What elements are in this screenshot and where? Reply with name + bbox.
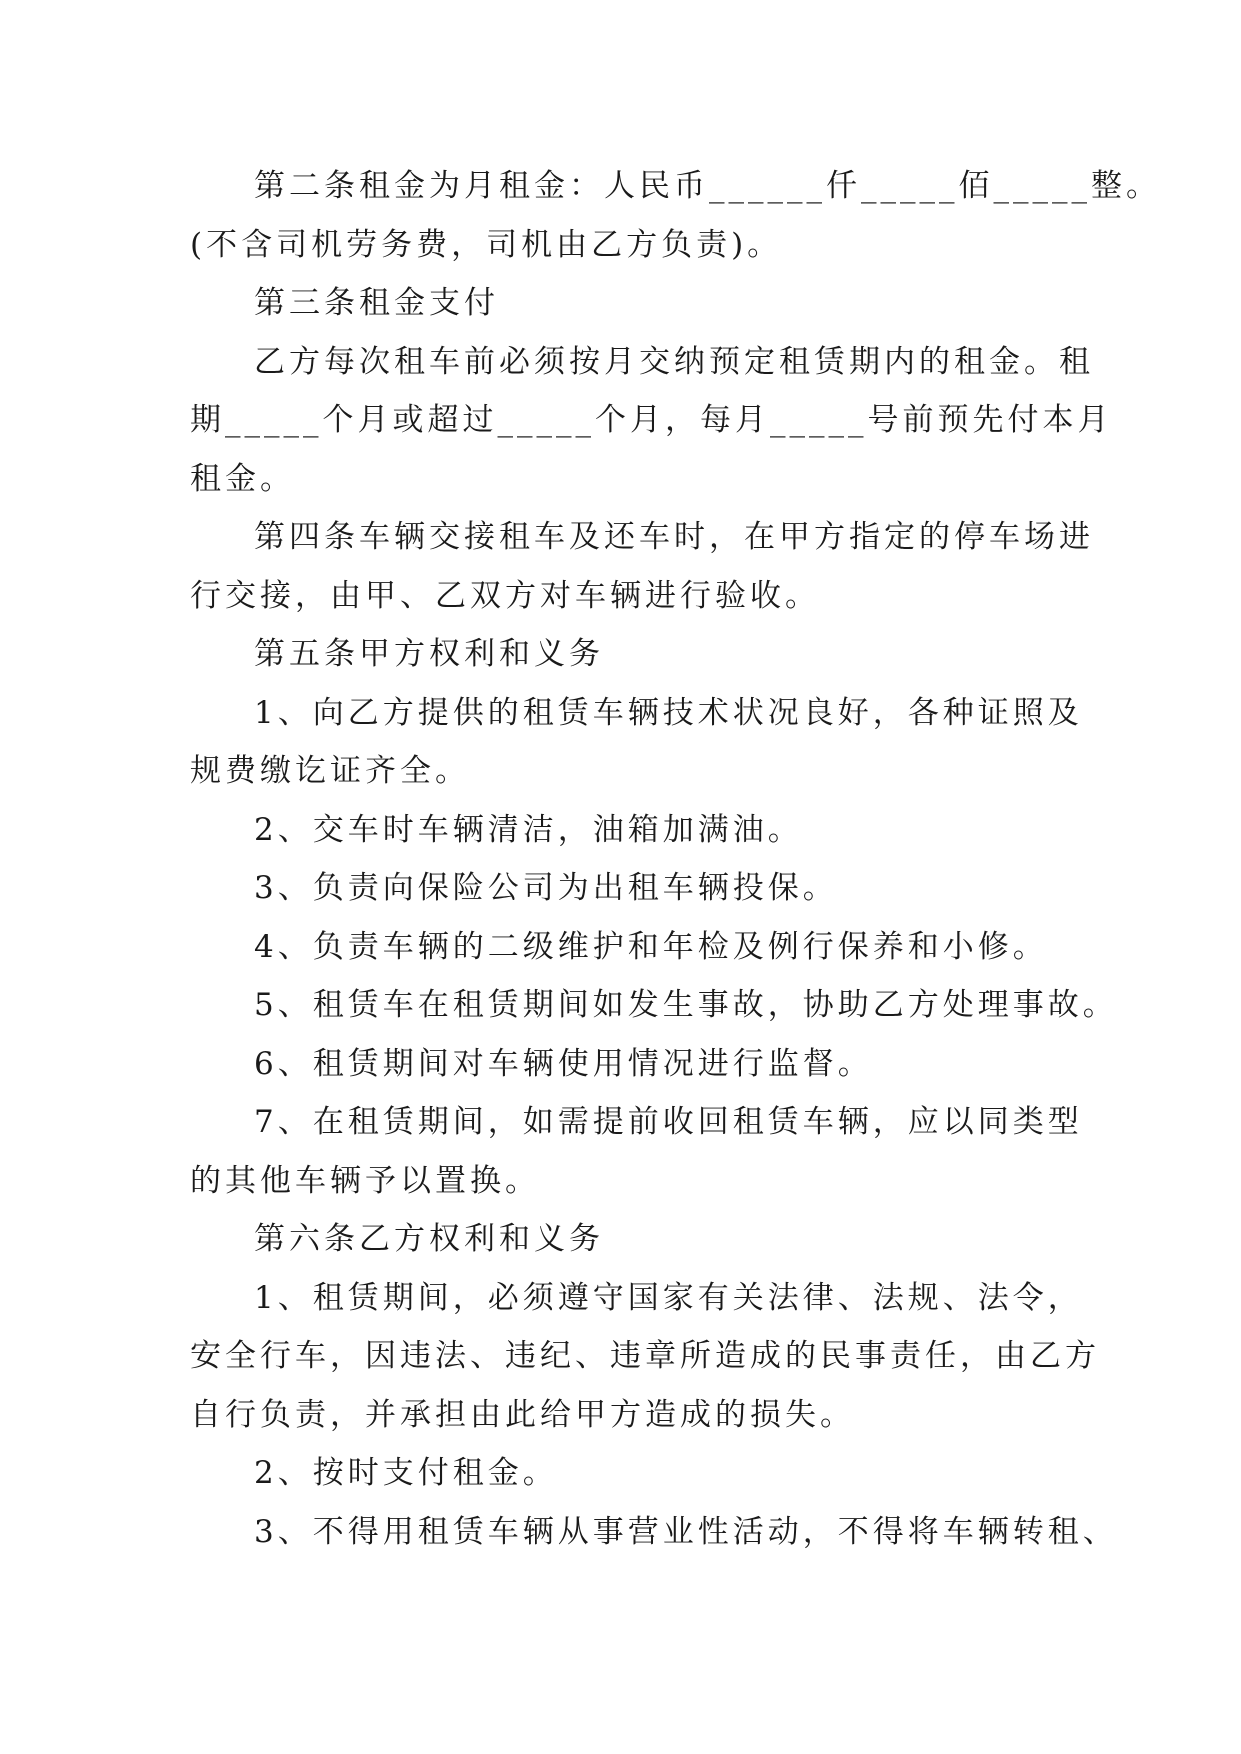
article-5-item-3: 3、负责向保险公司为出租车辆投保。 [254, 870, 838, 906]
article-6-item-1-line-2: 安全行车，因违法、违纪、违章所造成的民事责任，由乙方 [190, 1338, 1100, 1374]
article-5-item-6: 6、租赁期间对车辆使用情况进行监督。 [254, 1046, 873, 1082]
article-6-item-2: 2、按时支付租金。 [254, 1455, 558, 1491]
article-5-item-5: 5、租赁车在租赁期间如发生事故，协助乙方处理事故。 [254, 987, 1118, 1023]
article-5-item-7-line-2: 的其他车辆予以置换。 [190, 1163, 540, 1199]
article-5-item-7-line-1: 7、在租赁期间，如需提前收回租赁车辆，应以同类型 [254, 1104, 1083, 1140]
article-4-text-line-1: 第四条车辆交接租车及还车时，在甲方指定的停车场进 [254, 519, 1094, 555]
article-5-heading: 第五条甲方权利和义务 [254, 636, 604, 672]
article-3-heading: 第三条租金支付 [254, 285, 499, 321]
article-5-item-4: 4、负责车辆的二级维护和年检及例行保养和小修。 [254, 929, 1048, 965]
article-2-rent-amount: 第二条租金为月租金：人民币______仟_____佰_____整。 [254, 168, 1161, 204]
article-5-item-1-line-2: 规费缴讫证齐全。 [190, 753, 470, 789]
article-2-note: (不含司机劳务费，司机由乙方负责)。 [190, 227, 783, 263]
article-4-text-line-2: 行交接，由甲、乙双方对车辆进行验收。 [190, 578, 820, 614]
article-6-item-3-line-1: 3、不得用租赁车辆从事营业性活动，不得将车辆转租、 [254, 1514, 1118, 1550]
article-3-text-line-2: 期_____个月或超过_____个月，每月_____号前预先付本月 [190, 402, 1113, 438]
article-3-text-line-3: 租金。 [190, 461, 295, 497]
article-6-item-1-line-3: 自行负责，并承担由此给甲方造成的损失。 [190, 1397, 855, 1433]
article-5-item-2: 2、交车时车辆清洁，油箱加满油。 [254, 812, 803, 848]
article-3-text-line-1: 乙方每次租车前必须按月交纳预定租赁期内的租金。租 [254, 344, 1094, 380]
article-5-item-1-line-1: 1、向乙方提供的租赁车辆技术状况良好，各种证照及 [254, 695, 1083, 731]
article-6-heading: 第六条乙方权利和义务 [254, 1221, 604, 1257]
article-6-item-1-line-1: 1、租赁期间，必须遵守国家有关法律、法规、法令， [254, 1280, 1083, 1316]
